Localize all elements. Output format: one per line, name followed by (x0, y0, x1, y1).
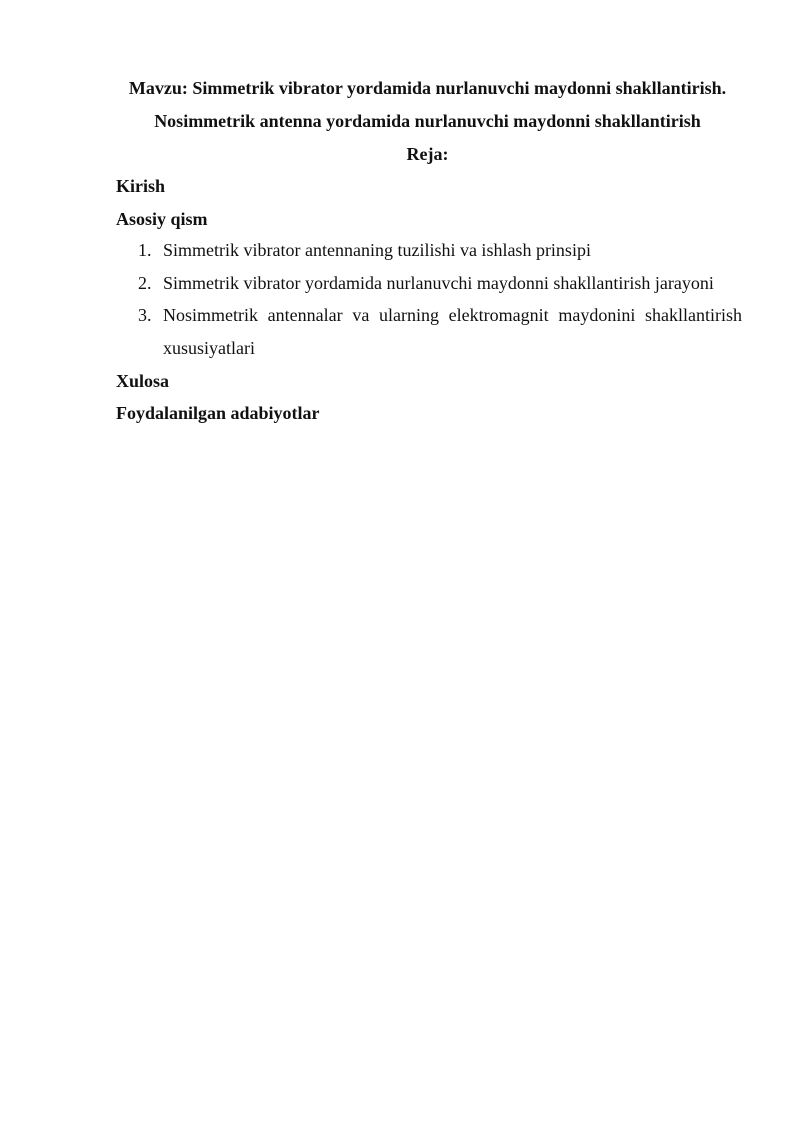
list-item-number: 2. (138, 273, 152, 293)
list-item (138, 234, 742, 267)
list-item-text-line-2: xususiyatlari (163, 338, 255, 358)
list-item-text (163, 299, 742, 365)
main-heading: Asosiy qism (116, 209, 208, 229)
list-item-text: Simmetrik vibrator yordamida nurlanuvchi maydonni shakllantirish jarayoni (163, 273, 714, 293)
list-item-text: Simmetrik vibrator antennaning tuzilishi va ishlash prinsipi (163, 240, 591, 260)
list-item (138, 299, 742, 365)
list-item-number: 3. (138, 305, 152, 325)
references-heading: Foydalanilgan adabiyotlar (116, 403, 320, 423)
list-item (138, 267, 742, 300)
plan-label: Reja: (406, 144, 449, 164)
list-item-text-line-1: Nosimmetrik antennalar va ularning elektromagnit maydonini shakllantirish (163, 305, 742, 325)
document-title-line-1: Mavzu: Simmetrik vibrator yordamida nurlanuvchi maydonni shakllantirish. (128, 78, 727, 98)
intro-heading: Kirish (116, 176, 166, 196)
list-item-number: 1. (138, 240, 152, 260)
document-title-line-2: Nosimmetrik antenna yordamida nurlanuvchi maydonni shakllantirish (154, 111, 701, 131)
conclusion-heading: Xulosa (116, 371, 170, 391)
